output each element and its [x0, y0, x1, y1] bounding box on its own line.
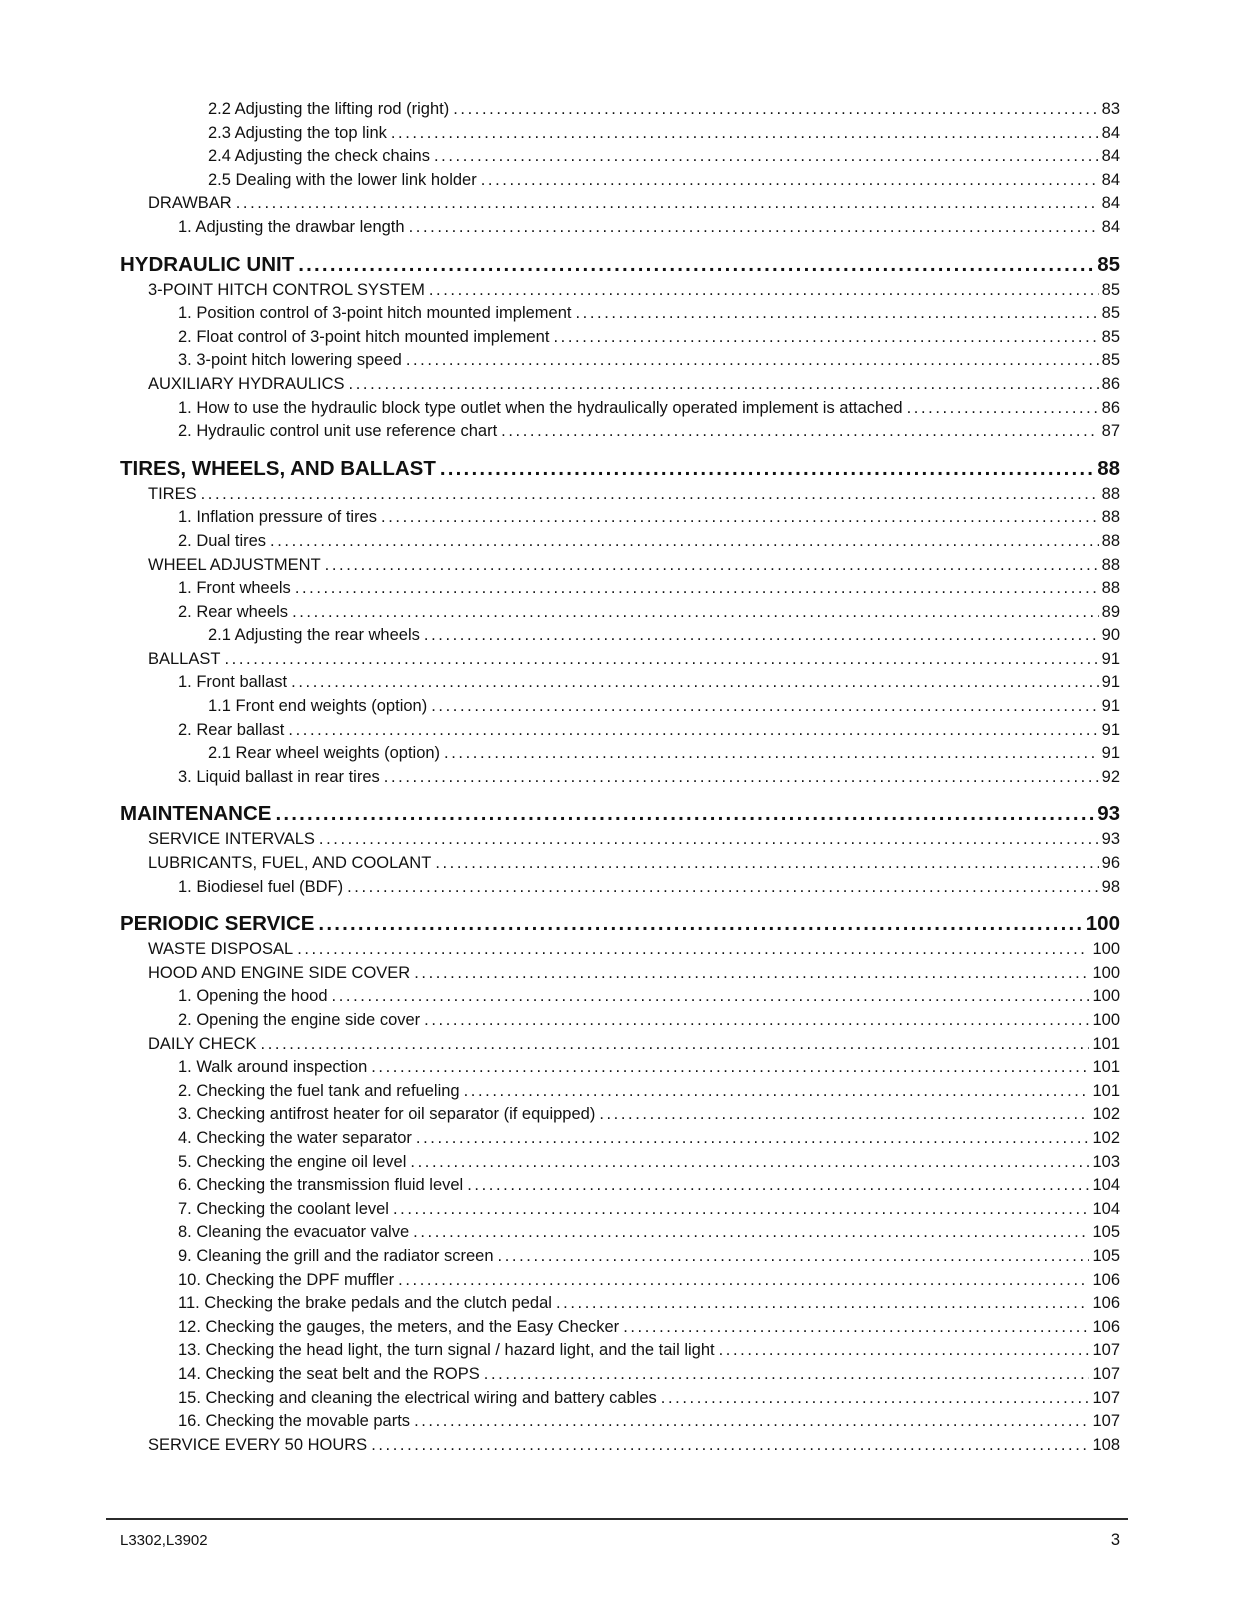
toc-entry-page: 85 — [1101, 280, 1120, 299]
toc-entry-label: MAINTENANCE — [120, 802, 272, 826]
toc-entry — [120, 1269, 1120, 1293]
toc-entry — [120, 828, 1120, 852]
toc-entry-dot-leader — [661, 1387, 1090, 1411]
toc-entry-label: 10. Checking the DPF muffler — [178, 1270, 395, 1289]
toc-entry-label: 3. 3-point hitch lowering speed — [178, 351, 402, 370]
toc-entry-page: 101 — [1092, 1034, 1120, 1053]
toc-entry — [120, 766, 1120, 790]
toc-entry-label: 1. Front ballast — [178, 673, 288, 692]
toc-entry-label: 1. Position control of 3-point hitch mounted implement — [178, 304, 572, 323]
toc-entry-page: 100 — [1092, 940, 1120, 959]
toc-entry-dot-leader — [719, 1339, 1090, 1363]
toc-entry — [120, 192, 1120, 216]
toc-entry — [120, 326, 1120, 350]
toc-entry-dot-leader — [393, 1198, 1090, 1222]
toc-entry-label: 9. Cleaning the grill and the radiator screen — [178, 1246, 494, 1265]
toc-entry — [120, 397, 1120, 421]
toc-entry-dot-leader — [907, 397, 1099, 421]
toc-entry-page: 86 — [1101, 374, 1120, 393]
toc-entry-dot-leader — [224, 648, 1098, 672]
toc-entry — [120, 601, 1120, 625]
toc-entry-page: 85 — [1101, 351, 1120, 370]
toc-entry — [120, 1151, 1120, 1175]
toc-entry-label: 1. Opening the hood — [178, 987, 328, 1006]
toc-entry-label: 1. Adjusting the drawbar length — [178, 217, 405, 236]
toc-entry-label: 15. Checking and cleaning the electrical wiring and battery cables — [178, 1388, 657, 1407]
toc-entry-page: 104 — [1092, 1199, 1120, 1218]
toc-entry-page: 106 — [1092, 1270, 1120, 1289]
toc-entry-label: 16. Checking the movable parts — [178, 1412, 411, 1431]
toc-entry — [120, 1103, 1120, 1127]
toc-entry-page: 84 — [1101, 170, 1120, 189]
toc-entry-dot-leader — [391, 122, 1099, 146]
toc-entry — [120, 1198, 1120, 1222]
toc-entry-dot-leader — [484, 1363, 1090, 1387]
toc-entry-dot-leader — [575, 302, 1098, 326]
toc-entry-dot-leader — [424, 1009, 1089, 1033]
toc-entry-dot-leader — [349, 373, 1099, 397]
toc-entry-dot-leader — [409, 216, 1099, 240]
toc-entry-label: TIRES, WHEELS, AND BALLAST — [120, 456, 436, 480]
toc-entry — [120, 962, 1120, 986]
toc-entry-page: 96 — [1101, 854, 1120, 873]
toc-entry-label: WHEEL ADJUSTMENT — [148, 555, 321, 574]
toc-entry-page: 84 — [1101, 147, 1120, 166]
toc-entry-dot-leader — [319, 828, 1099, 852]
toc-entry — [120, 800, 1120, 828]
toc-entry-label: AUXILIARY HYDRAULICS — [148, 374, 345, 393]
toc-entry-dot-leader — [553, 326, 1098, 350]
toc-entry-dot-leader — [440, 455, 1094, 483]
toc-entry-page: 91 — [1101, 673, 1120, 692]
toc-entry-page: 91 — [1101, 697, 1120, 716]
toc-entry-label: 12. Checking the gauges, the meters, and the Easy Checker — [178, 1317, 620, 1336]
toc-entry-label: 1. Biodiesel fuel (BDF) — [178, 877, 344, 896]
toc-entry — [120, 1245, 1120, 1269]
toc-entry — [120, 483, 1120, 507]
toc-entry — [120, 648, 1120, 672]
toc-entry-dot-leader — [453, 98, 1098, 122]
toc-entry — [120, 671, 1120, 695]
toc-entry — [120, 1056, 1120, 1080]
toc-entry-label: 1. Inflation pressure of tires — [178, 508, 378, 527]
toc-entry-label: DRAWBAR — [148, 194, 232, 213]
toc-entry-page: 100 — [1092, 987, 1120, 1006]
toc-entry-dot-leader — [288, 719, 1098, 743]
toc-entry-page: 101 — [1092, 1081, 1120, 1100]
toc-entry-page: 85 — [1101, 327, 1120, 346]
toc-entry-page: 100 — [1085, 912, 1120, 936]
toc-entry-label: 6. Checking the transmission fluid level — [178, 1176, 464, 1195]
toc-entry — [120, 938, 1120, 962]
toc-entry-page: 98 — [1101, 877, 1120, 896]
toc-entry-label: 2. Hydraulic control unit use reference chart — [178, 422, 498, 441]
toc-entry-dot-leader — [270, 530, 1099, 554]
toc-entry-page: 93 — [1101, 830, 1120, 849]
toc-entry-dot-leader — [464, 1080, 1090, 1104]
toc-entry — [120, 985, 1120, 1009]
footer-page-number: 3 — [1110, 1531, 1120, 1549]
toc-entry-page: 84 — [1101, 194, 1120, 213]
toc-entry — [120, 1339, 1120, 1363]
toc-entry — [120, 455, 1120, 483]
toc-entry-label: 2.2 Adjusting the lifting rod (right) — [208, 100, 450, 118]
toc-entry-page: 106 — [1092, 1294, 1120, 1313]
toc-entry-dot-leader — [414, 962, 1089, 986]
toc-entry-dot-leader — [371, 1434, 1089, 1458]
toc-entry-dot-leader — [384, 766, 1099, 790]
toc-entry — [120, 910, 1120, 938]
toc-entry-page: 91 — [1101, 649, 1120, 668]
toc-entry-page: 85 — [1097, 252, 1120, 276]
toc-entry-page: 87 — [1101, 422, 1120, 441]
toc-entry-label: 3. Liquid ballast in rear tires — [178, 767, 380, 786]
footer-doc-model: L3302,L3902 — [120, 1532, 208, 1549]
toc-entry-page: 107 — [1092, 1388, 1120, 1407]
toc-entry-label: HOOD AND ENGINE SIDE COVER — [148, 963, 411, 982]
toc-entry — [120, 1221, 1120, 1245]
toc-entry-label: 1. Walk around inspection — [178, 1058, 368, 1077]
toc-entry-dot-leader — [434, 145, 1099, 169]
toc-entry-label: 2.1 Rear wheel weights (option) — [208, 744, 441, 763]
toc-entry-label: 2. Rear ballast — [178, 720, 285, 739]
toc-entry-dot-leader — [318, 910, 1082, 938]
toc-entry-page: 88 — [1101, 484, 1120, 503]
toc-entry-page: 88 — [1101, 508, 1120, 527]
toc-entry-dot-leader — [501, 420, 1098, 444]
toc-entry — [120, 216, 1120, 240]
toc-entry-dot-leader — [325, 554, 1099, 578]
toc-entry — [120, 1292, 1120, 1316]
toc-entry — [120, 852, 1120, 876]
toc-entry-page: 100 — [1092, 1011, 1120, 1029]
toc-entry — [120, 742, 1120, 766]
toc-entry-page: 105 — [1092, 1246, 1120, 1265]
toc-entry-page: 102 — [1092, 1105, 1120, 1124]
toc-entry-page: 100 — [1092, 963, 1120, 982]
toc-entry-page: 88 — [1101, 555, 1120, 574]
toc-entry-dot-leader — [599, 1103, 1089, 1127]
toc-entry-label: 2. Dual tires — [178, 531, 267, 550]
toc-entry — [120, 349, 1120, 373]
toc-entry-dot-leader — [406, 349, 1099, 373]
toc-entry — [120, 1080, 1120, 1104]
toc-entry-label: 2. Opening the engine side cover — [178, 1011, 421, 1029]
toc-entry-dot-leader — [201, 483, 1099, 507]
toc-entry — [120, 373, 1120, 397]
toc-entry — [120, 1316, 1120, 1340]
toc-entry-label: 1.1 Front end weights (option) — [208, 697, 428, 716]
toc-entry-page: 83 — [1101, 100, 1120, 118]
toc-entry-label: 2.3 Adjusting the top link — [208, 123, 387, 142]
toc-entry — [120, 577, 1120, 601]
toc-entry-label: 2.1 Adjusting the rear wheels — [208, 626, 420, 645]
toc-entry-label: 3-POINT HITCH CONTROL SYSTEM — [148, 280, 425, 299]
toc-entry-page: 86 — [1101, 398, 1120, 417]
toc-entry-label: PERIODIC SERVICE — [120, 912, 315, 936]
toc-entry-dot-leader — [467, 1174, 1089, 1198]
toc-entry-dot-leader — [498, 1245, 1090, 1269]
toc-entry-dot-leader — [431, 695, 1098, 719]
toc-entry — [120, 169, 1120, 193]
toc-entry-dot-leader — [556, 1292, 1090, 1316]
toc-entry-dot-leader — [261, 1033, 1090, 1057]
toc-entry-label: 2. Checking the fuel tank and refueling — [178, 1081, 460, 1100]
toc-entry-page: 89 — [1101, 602, 1120, 621]
toc-entry — [120, 695, 1120, 719]
toc-entry-page: 93 — [1097, 802, 1120, 826]
toc-entry-dot-leader — [291, 671, 1099, 695]
toc-entry-page: 108 — [1092, 1435, 1120, 1454]
toc-entry — [120, 1127, 1120, 1151]
toc-entry-page: 104 — [1092, 1176, 1120, 1195]
toc-entry-label: 5. Checking the engine oil level — [178, 1152, 407, 1171]
toc-entry-page: 92 — [1101, 767, 1120, 786]
toc-entry-page: 88 — [1097, 456, 1120, 480]
toc-entry — [120, 279, 1120, 303]
toc-entry — [120, 1174, 1120, 1198]
toc-entry-label: 3. Checking antifrost heater for oil separator (if equipped) — [178, 1105, 596, 1124]
toc-entry-dot-leader — [347, 876, 1099, 900]
toc-entry-label: 4. Checking the water separator — [178, 1128, 412, 1147]
toc-entry-dot-leader — [481, 169, 1099, 193]
toc-entry-label: 7. Checking the coolant level — [178, 1199, 389, 1218]
toc-entry-page: 91 — [1101, 720, 1120, 739]
toc-entry-label: 2. Float control of 3-point hitch mounted implement — [178, 327, 550, 346]
toc-entry-dot-leader — [444, 742, 1099, 766]
toc-entry-dot-leader — [435, 852, 1098, 876]
toc-entry — [120, 624, 1120, 648]
toc-entry-dot-leader — [236, 192, 1099, 216]
toc-entry-label: DAILY CHECK — [148, 1034, 257, 1053]
toc-entry — [120, 1434, 1120, 1458]
toc-entry-label: 11. Checking the brake pedals and the clutch pedal — [178, 1294, 552, 1313]
toc-entry — [120, 1387, 1120, 1411]
toc-entry-page: 84 — [1101, 123, 1120, 142]
toc-entry — [120, 876, 1120, 900]
toc-entry — [120, 420, 1120, 444]
toc-entry-label: 2. Rear wheels — [178, 602, 289, 621]
toc-entry-page: 84 — [1101, 217, 1120, 236]
toc-entry-label: LUBRICANTS, FUEL, AND COOLANT — [148, 854, 432, 873]
toc-entry-page: 107 — [1092, 1412, 1120, 1431]
toc-entry-page: 90 — [1101, 626, 1120, 645]
toc-entry-page: 105 — [1092, 1223, 1120, 1242]
toc-entry-label: 13. Checking the head light, the turn signal / hazard light, and the tail light — [178, 1341, 715, 1360]
toc-entry-dot-leader — [292, 601, 1099, 625]
toc-entry-page: 88 — [1101, 531, 1120, 550]
toc-entry-page: 107 — [1092, 1341, 1120, 1360]
toc-entry-dot-leader — [414, 1410, 1089, 1434]
toc-entry-page: 103 — [1092, 1152, 1120, 1171]
toc-entry-label: BALLAST — [148, 649, 221, 668]
toc-entry-dot-leader — [298, 251, 1094, 279]
page-footer — [120, 1518, 1120, 1600]
toc-entry-dot-leader — [623, 1316, 1089, 1340]
toc-entry — [120, 1363, 1120, 1387]
toc-entry — [120, 719, 1120, 743]
toc-entry — [120, 1033, 1120, 1057]
toc-entry — [120, 251, 1120, 279]
toc-entry-page: 88 — [1101, 579, 1120, 598]
toc-entry-label: 2.4 Adjusting the check chains — [208, 147, 430, 166]
toc-entry-dot-leader — [295, 577, 1099, 601]
toc-entry-label: WASTE DISPOSAL — [148, 940, 294, 959]
toc-entry-label: SERVICE EVERY 50 HOURS — [148, 1435, 368, 1454]
toc-entry-page: 102 — [1092, 1128, 1120, 1147]
toc-entry — [120, 1410, 1120, 1434]
toc-entry — [120, 145, 1120, 169]
toc-entry-page: 106 — [1092, 1317, 1120, 1336]
toc-entry-label: 14. Checking the seat belt and the ROPS — [178, 1364, 480, 1383]
toc-entry — [120, 1009, 1120, 1033]
toc-entry-dot-leader — [381, 506, 1099, 530]
toc-entry — [120, 506, 1120, 530]
toc-entry-label: 2.5 Dealing with the lower link holder — [208, 170, 477, 189]
toc-entry — [120, 530, 1120, 554]
toc-entry-dot-leader — [410, 1151, 1089, 1175]
toc-entry-label: 1. Front wheels — [178, 579, 291, 598]
table-of-contents — [120, 98, 1120, 1518]
toc-entry-page: 85 — [1101, 304, 1120, 323]
toc-entry — [120, 122, 1120, 146]
toc-entry-dot-leader — [424, 624, 1099, 648]
toc-entry-dot-leader — [416, 1127, 1090, 1151]
toc-entry — [120, 98, 1120, 122]
toc-entry-dot-leader — [371, 1056, 1089, 1080]
toc-entry-label: 8. Cleaning the evacuator valve — [178, 1223, 410, 1242]
toc-entry-dot-leader — [275, 800, 1094, 828]
toc-entry — [120, 554, 1120, 578]
toc-entry-label: SERVICE INTERVALS — [148, 830, 315, 849]
toc-entry-dot-leader — [413, 1221, 1089, 1245]
toc-entry-page: 91 — [1101, 744, 1120, 763]
toc-entry-dot-leader — [332, 985, 1090, 1009]
toc-entry-label: TIRES — [148, 484, 197, 503]
toc-entry-label: 1. How to use the hydraulic block type outlet when the hydraulically operated implement is attached — [178, 398, 903, 417]
toc-entry — [120, 302, 1120, 326]
toc-entry-dot-leader — [429, 279, 1099, 303]
toc-entry-page: 101 — [1092, 1058, 1120, 1077]
toc-entry-label: HYDRAULIC UNIT — [120, 252, 295, 276]
toc-entry-dot-leader — [297, 938, 1089, 962]
toc-entry-page: 107 — [1092, 1364, 1120, 1383]
toc-entry-dot-leader — [398, 1269, 1089, 1293]
